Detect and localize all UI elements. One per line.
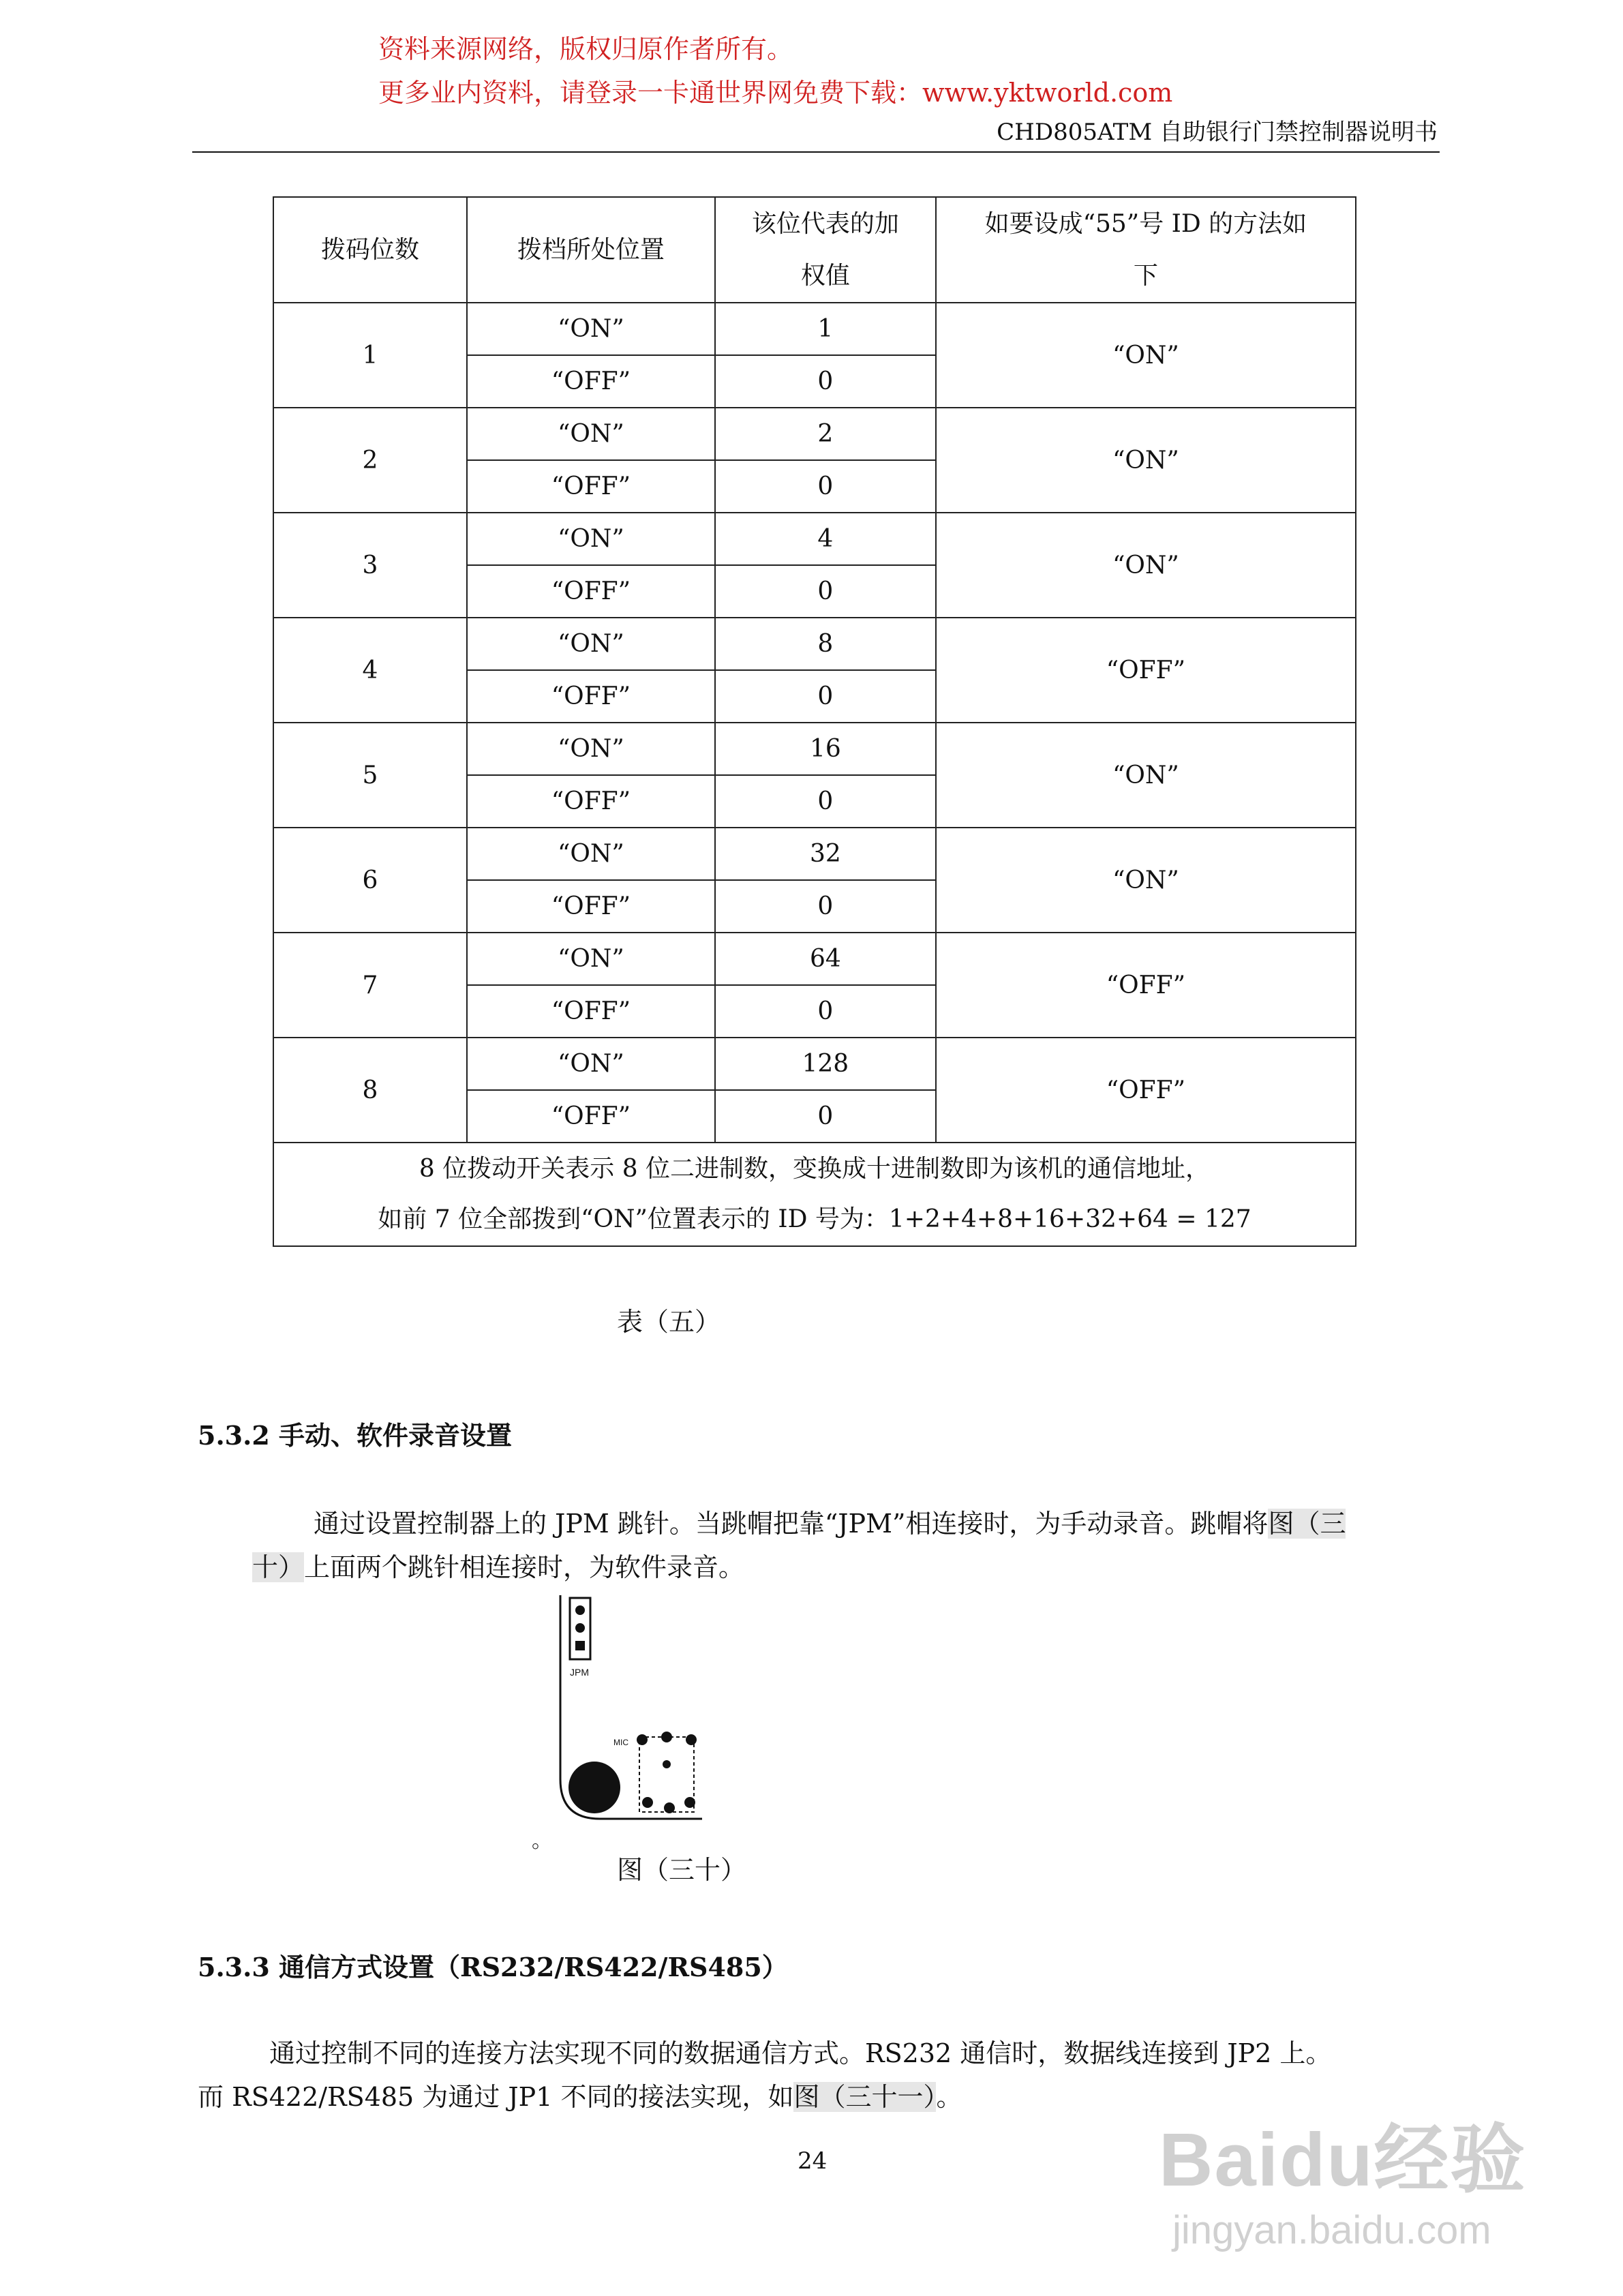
off-weight-cell: 0 bbox=[715, 775, 936, 828]
table-row bbox=[273, 303, 1356, 355]
section-heading-5-3-3: 5.3.3 通信方式设置（RS232/RS422/RS485） bbox=[198, 1952, 788, 1982]
on-weight-cell: 8 bbox=[715, 618, 936, 670]
off-position-cell: “OFF” bbox=[467, 355, 715, 408]
header-setting-method bbox=[936, 197, 1356, 303]
mic-pin bbox=[637, 1734, 648, 1745]
setting-cell: “ON” bbox=[936, 408, 1356, 513]
jpm-pin-1 bbox=[575, 1605, 585, 1615]
on-position-cell: “ON” bbox=[467, 408, 715, 460]
header-weight-line-1: 该位代表的加 bbox=[751, 209, 899, 238]
setting-cell: “OFF” bbox=[936, 618, 1356, 723]
footer-line-2: 如前 7 位全部拨到“ON”位置表示的 ID 号为：1+2+4+8+16+32+64 = 127 bbox=[378, 1205, 1252, 1233]
table-footer-row bbox=[273, 1143, 1356, 1246]
setting-cell: “ON” bbox=[936, 513, 1356, 618]
jpm-pin-3 bbox=[575, 1641, 585, 1650]
table-row bbox=[273, 618, 1356, 670]
mic-pin bbox=[642, 1797, 653, 1808]
on-weight-cell: 1 bbox=[715, 303, 936, 355]
notice-line-2: 更多业内资料，请登录一卡通世界网免费下载：www.yktworld.com bbox=[378, 78, 1173, 108]
copyright-notice bbox=[378, 27, 1172, 115]
off-position-cell: “OFF” bbox=[467, 670, 715, 723]
off-position-cell: “OFF” bbox=[467, 985, 715, 1038]
table-row bbox=[273, 933, 1356, 985]
setting-cell: “ON” bbox=[936, 723, 1356, 828]
para-line-2-post: 。 bbox=[936, 2082, 962, 2112]
mic-pin bbox=[664, 1802, 675, 1813]
document-header-title: CHD805ATM 自助银行门禁控制器说明书 bbox=[997, 119, 1438, 146]
bit-number-cell: 4 bbox=[273, 618, 467, 723]
bit-number-cell: 1 bbox=[273, 303, 467, 408]
off-position-cell: “OFF” bbox=[467, 460, 715, 513]
footer-line-1: 8 位拨动开关表示 8 位二进制数，变换成十进制数即为该机的通信地址， bbox=[419, 1155, 1211, 1183]
table-caption: 表（五） bbox=[617, 1307, 721, 1337]
jpm-jumper-diagram bbox=[545, 1588, 716, 1834]
bit-number-cell: 3 bbox=[273, 513, 467, 618]
figure-ref-link-31[interactable]: 图（三十一） bbox=[793, 2082, 937, 2112]
on-position-cell: “ON” bbox=[467, 723, 715, 775]
dip-switch-table bbox=[273, 196, 1356, 1247]
table-row bbox=[273, 828, 1356, 880]
para-text-post: 上面两个跳针相连接时，为软件录音。 bbox=[304, 1552, 745, 1582]
on-position-cell: “ON” bbox=[467, 933, 715, 985]
bit-number-cell: 5 bbox=[273, 723, 467, 828]
bit-number-cell: 2 bbox=[273, 408, 467, 513]
on-weight-cell: 2 bbox=[715, 408, 936, 460]
setting-cell: “ON” bbox=[936, 828, 1356, 933]
table-row bbox=[273, 408, 1356, 460]
microphone-icon bbox=[568, 1762, 620, 1813]
off-weight-cell: 0 bbox=[715, 985, 936, 1038]
bit-number-cell: 7 bbox=[273, 933, 467, 1038]
on-weight-cell: 128 bbox=[715, 1038, 936, 1090]
section-heading-5-3-2: 5.3.2 手动、软件录音设置 bbox=[198, 1420, 513, 1451]
notice-line-1: 资料来源网络，版权归原作者所有。 bbox=[378, 34, 793, 64]
off-position-cell: “OFF” bbox=[467, 880, 715, 933]
off-weight-cell: 0 bbox=[715, 670, 936, 723]
off-position-cell: “OFF” bbox=[467, 565, 715, 618]
mic-label: MIC bbox=[613, 1738, 628, 1747]
mic-pin bbox=[661, 1732, 672, 1742]
on-position-cell: “ON” bbox=[467, 1038, 715, 1090]
off-position-cell: “OFF” bbox=[467, 775, 715, 828]
figure-caption: 图（三十） bbox=[617, 1855, 747, 1885]
header-switch-position: 拨档所处位置 bbox=[467, 197, 715, 303]
table-row bbox=[273, 723, 1356, 775]
on-weight-cell: 4 bbox=[715, 513, 936, 565]
on-position-cell: “ON” bbox=[467, 303, 715, 355]
off-weight-cell: 0 bbox=[715, 460, 936, 513]
on-weight-cell: 32 bbox=[715, 828, 936, 880]
off-weight-cell: 0 bbox=[715, 1090, 936, 1143]
table-row bbox=[273, 513, 1356, 565]
figure-ref-link-a[interactable]: 图（三 bbox=[1268, 1509, 1346, 1539]
jpm-pin-2 bbox=[575, 1623, 585, 1633]
on-weight-cell: 16 bbox=[715, 723, 936, 775]
para-text-pre: 通过设置控制器上的 JPM 跳针。当跳帽把靠“JPM”相连接时，为手动录音。跳帽将 bbox=[314, 1509, 1269, 1539]
bit-number-cell: 8 bbox=[273, 1038, 467, 1143]
para-line-1: 通过控制不同的连接方法实现不同的数据通信方式。RS232 通信时，数据线连接到 JP2 上。 bbox=[269, 2038, 1332, 2068]
mic-pin bbox=[686, 1734, 697, 1745]
header-weight bbox=[715, 197, 936, 303]
off-weight-cell: 0 bbox=[715, 565, 936, 618]
figure-ref-link-b[interactable]: 十） bbox=[252, 1552, 305, 1582]
table-row bbox=[273, 1038, 1356, 1090]
header-setting-line-1: 如要设成“55”号 ID 的方法如 bbox=[984, 209, 1307, 238]
section-5-3-2-paragraph bbox=[198, 1502, 1438, 1589]
header-weight-line-2: 权值 bbox=[800, 261, 850, 290]
on-weight-cell: 64 bbox=[715, 933, 936, 985]
setting-cell: “ON” bbox=[936, 303, 1356, 408]
off-weight-cell: 0 bbox=[715, 880, 936, 933]
setting-cell: “OFF” bbox=[936, 933, 1356, 1038]
watermark-url: jingyan.baidu.com bbox=[1172, 2208, 1491, 2252]
mic-pin bbox=[663, 1760, 671, 1768]
off-weight-cell: 0 bbox=[715, 355, 936, 408]
para-line-2-pre: 而 RS422/RS485 为通过 JP1 不同的接法实现，如 bbox=[198, 2082, 794, 2112]
table-footer-note bbox=[273, 1143, 1356, 1246]
header-bit-position: 拨码位数 bbox=[273, 197, 467, 303]
baidu-jingyan-watermark bbox=[1159, 2100, 1527, 2253]
figure-dot-mark: 。 bbox=[532, 1829, 552, 1853]
mic-pin bbox=[684, 1797, 695, 1808]
off-position-cell: “OFF” bbox=[467, 1090, 715, 1143]
on-position-cell: “ON” bbox=[467, 828, 715, 880]
on-position-cell: “ON” bbox=[467, 513, 715, 565]
jpm-label: JPM bbox=[570, 1667, 589, 1678]
watermark-brand: Baidu经验 bbox=[1159, 2118, 1527, 2202]
setting-cell: “OFF” bbox=[936, 1038, 1356, 1143]
table-header-row bbox=[273, 197, 1356, 303]
header-rule bbox=[192, 151, 1440, 153]
page-number: 24 bbox=[798, 2147, 828, 2175]
header-setting-line-2: 下 bbox=[1133, 261, 1158, 290]
on-position-cell: “ON” bbox=[467, 618, 715, 670]
bit-number-cell: 6 bbox=[273, 828, 467, 933]
